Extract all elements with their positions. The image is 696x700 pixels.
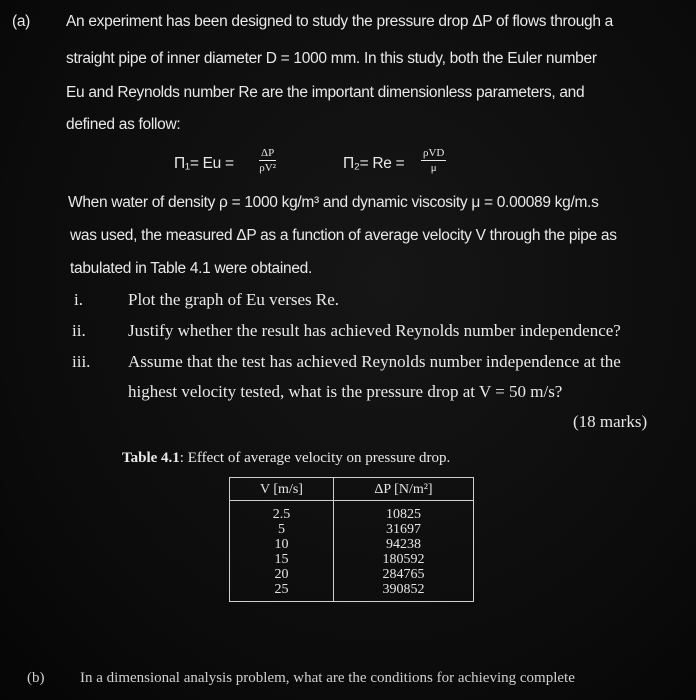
question-3-continued: highest velocity tested, what is the pressure drop at V = 50 m/s? — [128, 382, 563, 401]
table-caption — [122, 451, 450, 466]
velocity-pressure-table — [229, 477, 474, 602]
velocity-cell: 20 — [230, 567, 334, 582]
table-row — [230, 552, 474, 567]
question-3-number: iii. — [72, 352, 91, 371]
intro-line-3: Eu and Reynolds number Re are the important dimensionless parameters, and — [66, 84, 585, 101]
pressure-cell: 94238 — [334, 537, 474, 552]
body-line-2: was used, the measured ΔP as a function of average velocity V through the pipe as — [70, 227, 617, 244]
pressure-cell: 390852 — [334, 582, 474, 602]
body-line-1: When water of density ρ = 1000 kg/m³ and dynamic viscosity μ = 0.00089 kg/m.s — [68, 194, 599, 211]
table-row — [230, 567, 474, 582]
header-pressure-drop: ΔP [N/m²] — [334, 478, 474, 501]
table-row — [230, 537, 474, 552]
formula-reynolds: Π₂= Re = — [343, 155, 405, 172]
reynolds-numerator: ρVD — [423, 147, 445, 159]
table-row — [230, 501, 474, 523]
body-line-3: tabulated in Table 4.1 were obtained. — [70, 260, 312, 277]
reynolds-denominator: μ — [430, 162, 437, 174]
header-velocity: V [m/s] — [230, 478, 334, 501]
velocity-cell: 25 — [230, 582, 334, 602]
table-row — [230, 582, 474, 602]
pressure-cell: 284765 — [334, 567, 474, 582]
intro-line-4: defined as follow: — [66, 116, 181, 133]
question-2-text: Justify whether the result has achieved Reynolds number independence? — [128, 321, 621, 340]
table-row — [230, 522, 474, 537]
velocity-cell: 5 — [230, 522, 334, 537]
question-1-number: i. — [74, 290, 83, 309]
euler-numerator: ΔP — [261, 147, 275, 159]
marks: (18 marks) — [573, 412, 648, 431]
intro-line-1: An experiment has been designed to study the pressure drop ΔP of flows through a — [66, 13, 614, 30]
reynolds-fraction — [421, 147, 446, 174]
pressure-cell: 10825 — [334, 501, 474, 523]
velocity-cell: 10 — [230, 537, 334, 552]
question-1-text: Plot the graph of Eu verses Re. — [128, 290, 340, 309]
velocity-cell: 15 — [230, 552, 334, 567]
velocity-cell: 2.5 — [230, 501, 334, 523]
euler-denominator: ρV² — [259, 162, 276, 174]
table-caption-label: Table 4.1 — [122, 450, 180, 466]
pressure-cell: 31697 — [334, 522, 474, 537]
table-caption-text: : Effect of average velocity on pressure drop. — [179, 450, 451, 466]
pressure-cell: 180592 — [334, 552, 474, 567]
part-b-text: In a dimensional analysis problem, what are the conditions for achieving complete — [80, 670, 575, 686]
intro-line-2: straight pipe of inner diameter D = 1000 mm. In this study, both the Euler number — [66, 50, 597, 67]
euler-fraction — [259, 147, 276, 174]
question-2-number: ii. — [72, 321, 86, 340]
formula-euler: Π₁= Eu = — [174, 155, 234, 172]
part-a-label: (a) — [12, 13, 31, 30]
question-3-text: Assume that the test has achieved Reynolds number independence at the — [128, 352, 621, 371]
part-b-label: (b) — [27, 670, 45, 686]
